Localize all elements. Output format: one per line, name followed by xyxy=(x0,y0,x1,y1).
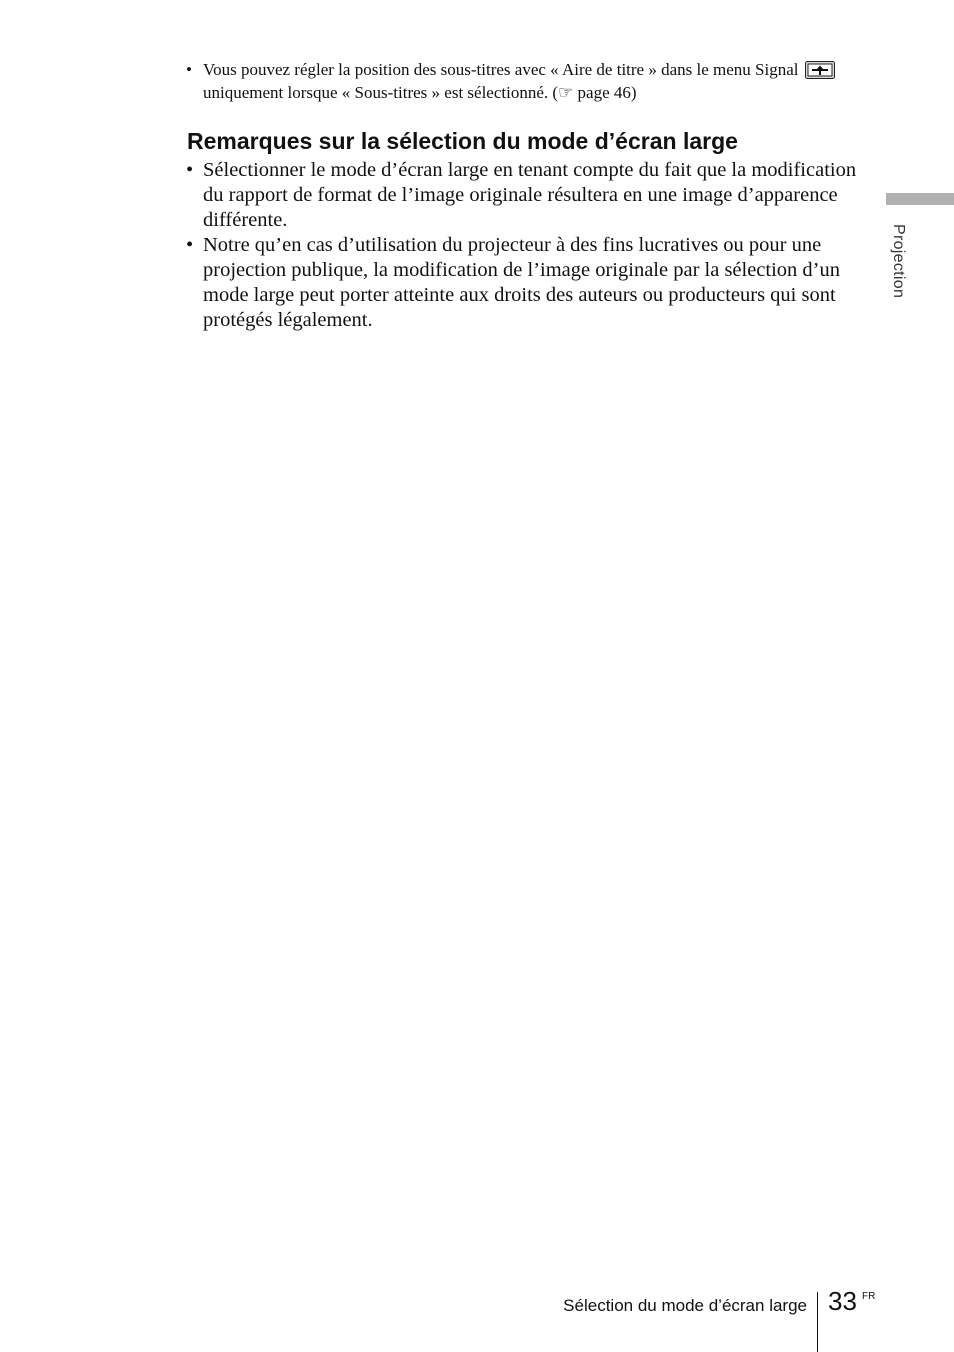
bullet-mark: • xyxy=(186,60,192,79)
page-reference: page 46) xyxy=(573,83,637,102)
list-item xyxy=(186,233,866,333)
list-item-text: Sélectionner le mode d’écran large en tenant compte du fait que la modification du rapport de format de l’image originale résultera en une image d’apparence différente. xyxy=(203,159,857,231)
footer-divider xyxy=(817,1292,818,1352)
note-text-after-icon: uniquement lorsque « Sous-titres » est sélectionné. ( xyxy=(203,83,559,102)
chapter-tab-label: Projection xyxy=(890,224,907,299)
language-code: FR xyxy=(862,1291,876,1302)
chapter-tab-bar xyxy=(886,193,954,205)
note-text-before-icon: Vous pouvez régler la position des sous-titres avec « Aire de titre » dans le menu Signal xyxy=(203,60,799,79)
remarks-list xyxy=(186,158,866,333)
bullet-mark: • xyxy=(186,234,194,256)
signal-menu-icon xyxy=(805,61,835,79)
note-bullet-item xyxy=(186,58,846,104)
footer-section-title: Sélection du mode d’écran large xyxy=(563,1296,807,1315)
list-item xyxy=(186,158,866,233)
top-note xyxy=(186,58,846,104)
section-heading: Remarques sur la sélection du mode d’écran large xyxy=(187,128,738,154)
list-item-text: Notre qu’en cas d’utilisation du projecteur à des fins lucratives ou pour une projection publique, la modification de l’image originale par la sélection d’un mode large peut porter atteinte aux droits des auteurs ou producteurs qui sont protégés légalement. xyxy=(203,234,841,331)
page-number: 33 xyxy=(828,1286,857,1316)
bullet-mark: • xyxy=(186,159,194,181)
hand-pointer-icon: ☞ xyxy=(558,83,574,102)
